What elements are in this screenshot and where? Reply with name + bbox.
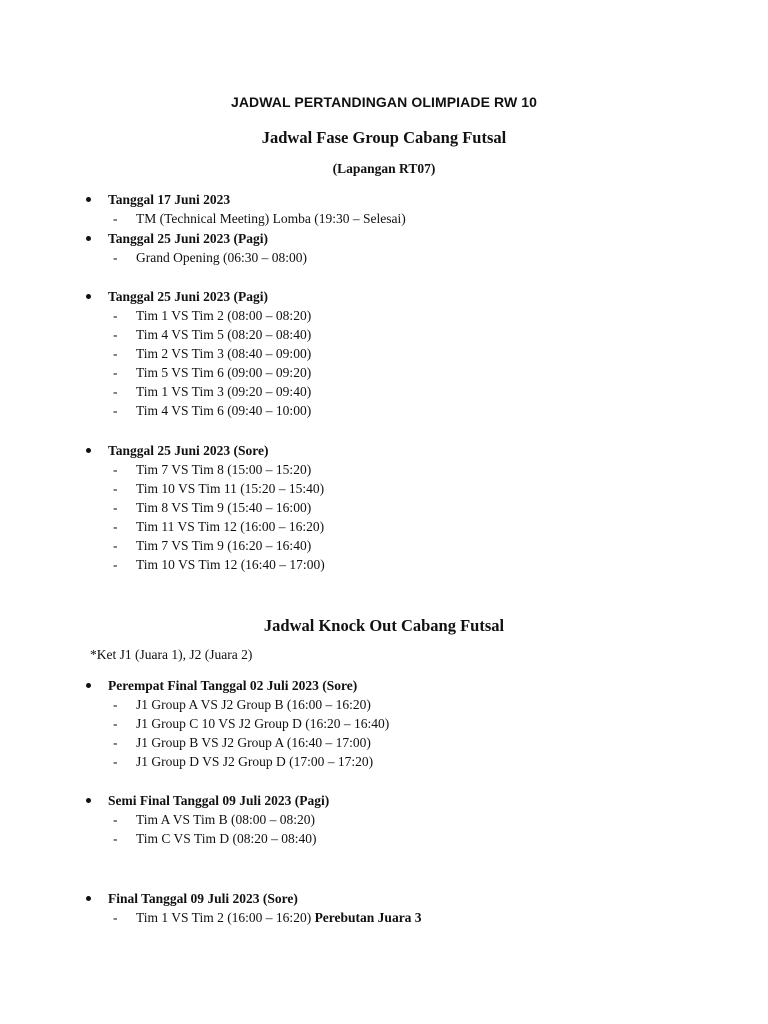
match-item: - Tim 1 VS Tim 2 (16:00 – 16:20) Perebutan Juara 3: [113, 910, 422, 925]
bullet-icon: [84, 677, 108, 695]
match-item: - J1 Group C 10 VS J2 Group D (16:20 – 16:40): [113, 716, 390, 731]
bullet-icon: [84, 191, 108, 209]
venue-label: (Lapangan RT07): [332, 161, 436, 176]
schedule-date: Tanggal 25 Juni 2023 (Pagi): [84, 288, 268, 306]
schedule-date: Perempat Final Tanggal 02 Juli 2023 (Sore): [84, 677, 357, 695]
bullet-icon: [84, 288, 108, 306]
match-item: - Tim 8 VS Tim 9 (15:40 – 16:00): [113, 500, 312, 515]
schedule-item: - Grand Opening (06:30 – 08:00): [113, 250, 307, 265]
match-item: - Tim 1 VS Tim 3 (09:20 – 09:40): [113, 384, 312, 399]
bullet-icon: [84, 442, 108, 460]
document-title: JADWAL PERTANDINGAN OLIMPIADE RW 10: [230, 94, 538, 110]
legend-note: *Ket J1 (Juara 1), J2 (Juara 2): [90, 647, 253, 662]
knockout-heading: Jadwal Knock Out Cabang Futsal: [263, 616, 505, 635]
match-item: - J1 Group B VS J2 Group A (16:40 – 17:00): [113, 735, 371, 750]
match-item: - Tim 11 VS Tim 12 (16:00 – 16:20): [113, 519, 325, 534]
match-item: - Tim 7 VS Tim 9 (16:20 – 16:40): [113, 538, 312, 553]
schedule-date: Tanggal 25 Juni 2023 (Sore): [84, 442, 269, 460]
match-item: - Tim 2 VS Tim 3 (08:40 – 09:00): [113, 346, 312, 361]
schedule-date: Tanggal 25 Juni 2023 (Pagi): [84, 230, 268, 248]
match-item: - Tim 1 VS Tim 2 (08:00 – 08:20): [113, 308, 312, 323]
group-phase-heading: Jadwal Fase Group Cabang Futsal: [261, 128, 507, 147]
final-suffix: Perebutan Juara 3: [314, 910, 422, 925]
bullet-icon: [84, 230, 108, 248]
match-item: - Tim 5 VS Tim 6 (09:00 – 09:20): [113, 365, 312, 380]
match-item: - Tim 10 VS Tim 11 (15:20 – 15:40): [113, 481, 325, 496]
match-item: - Tim C VS Tim D (08:20 – 08:40): [113, 831, 317, 846]
bullet-icon: [84, 890, 108, 908]
match-item: - J1 Group A VS J2 Group B (16:00 – 16:20): [113, 697, 371, 712]
match-item: - Tim 4 VS Tim 5 (08:20 – 08:40): [113, 327, 312, 342]
schedule-date: Semi Final Tanggal 09 Juli 2023 (Pagi): [84, 792, 329, 810]
match-item: - Tim 7 VS Tim 8 (15:00 – 15:20): [113, 462, 312, 477]
bullet-icon: [84, 792, 108, 810]
match-item: - Tim A VS Tim B (08:00 – 08:20): [113, 812, 315, 827]
schedule-date: Final Tanggal 09 Juli 2023 (Sore): [84, 890, 298, 908]
match-item: - Tim 4 VS Tim 6 (09:40 – 10:00): [113, 403, 312, 418]
match-item: - Tim 10 VS Tim 12 (16:40 – 17:00): [113, 557, 325, 572]
schedule-item: - TM (Technical Meeting) Lomba (19:30 – Selesai): [113, 211, 406, 226]
schedule-date: Tanggal 17 Juni 2023: [84, 191, 230, 209]
match-item: - J1 Group D VS J2 Group D (17:00 – 17:20): [113, 754, 374, 769]
